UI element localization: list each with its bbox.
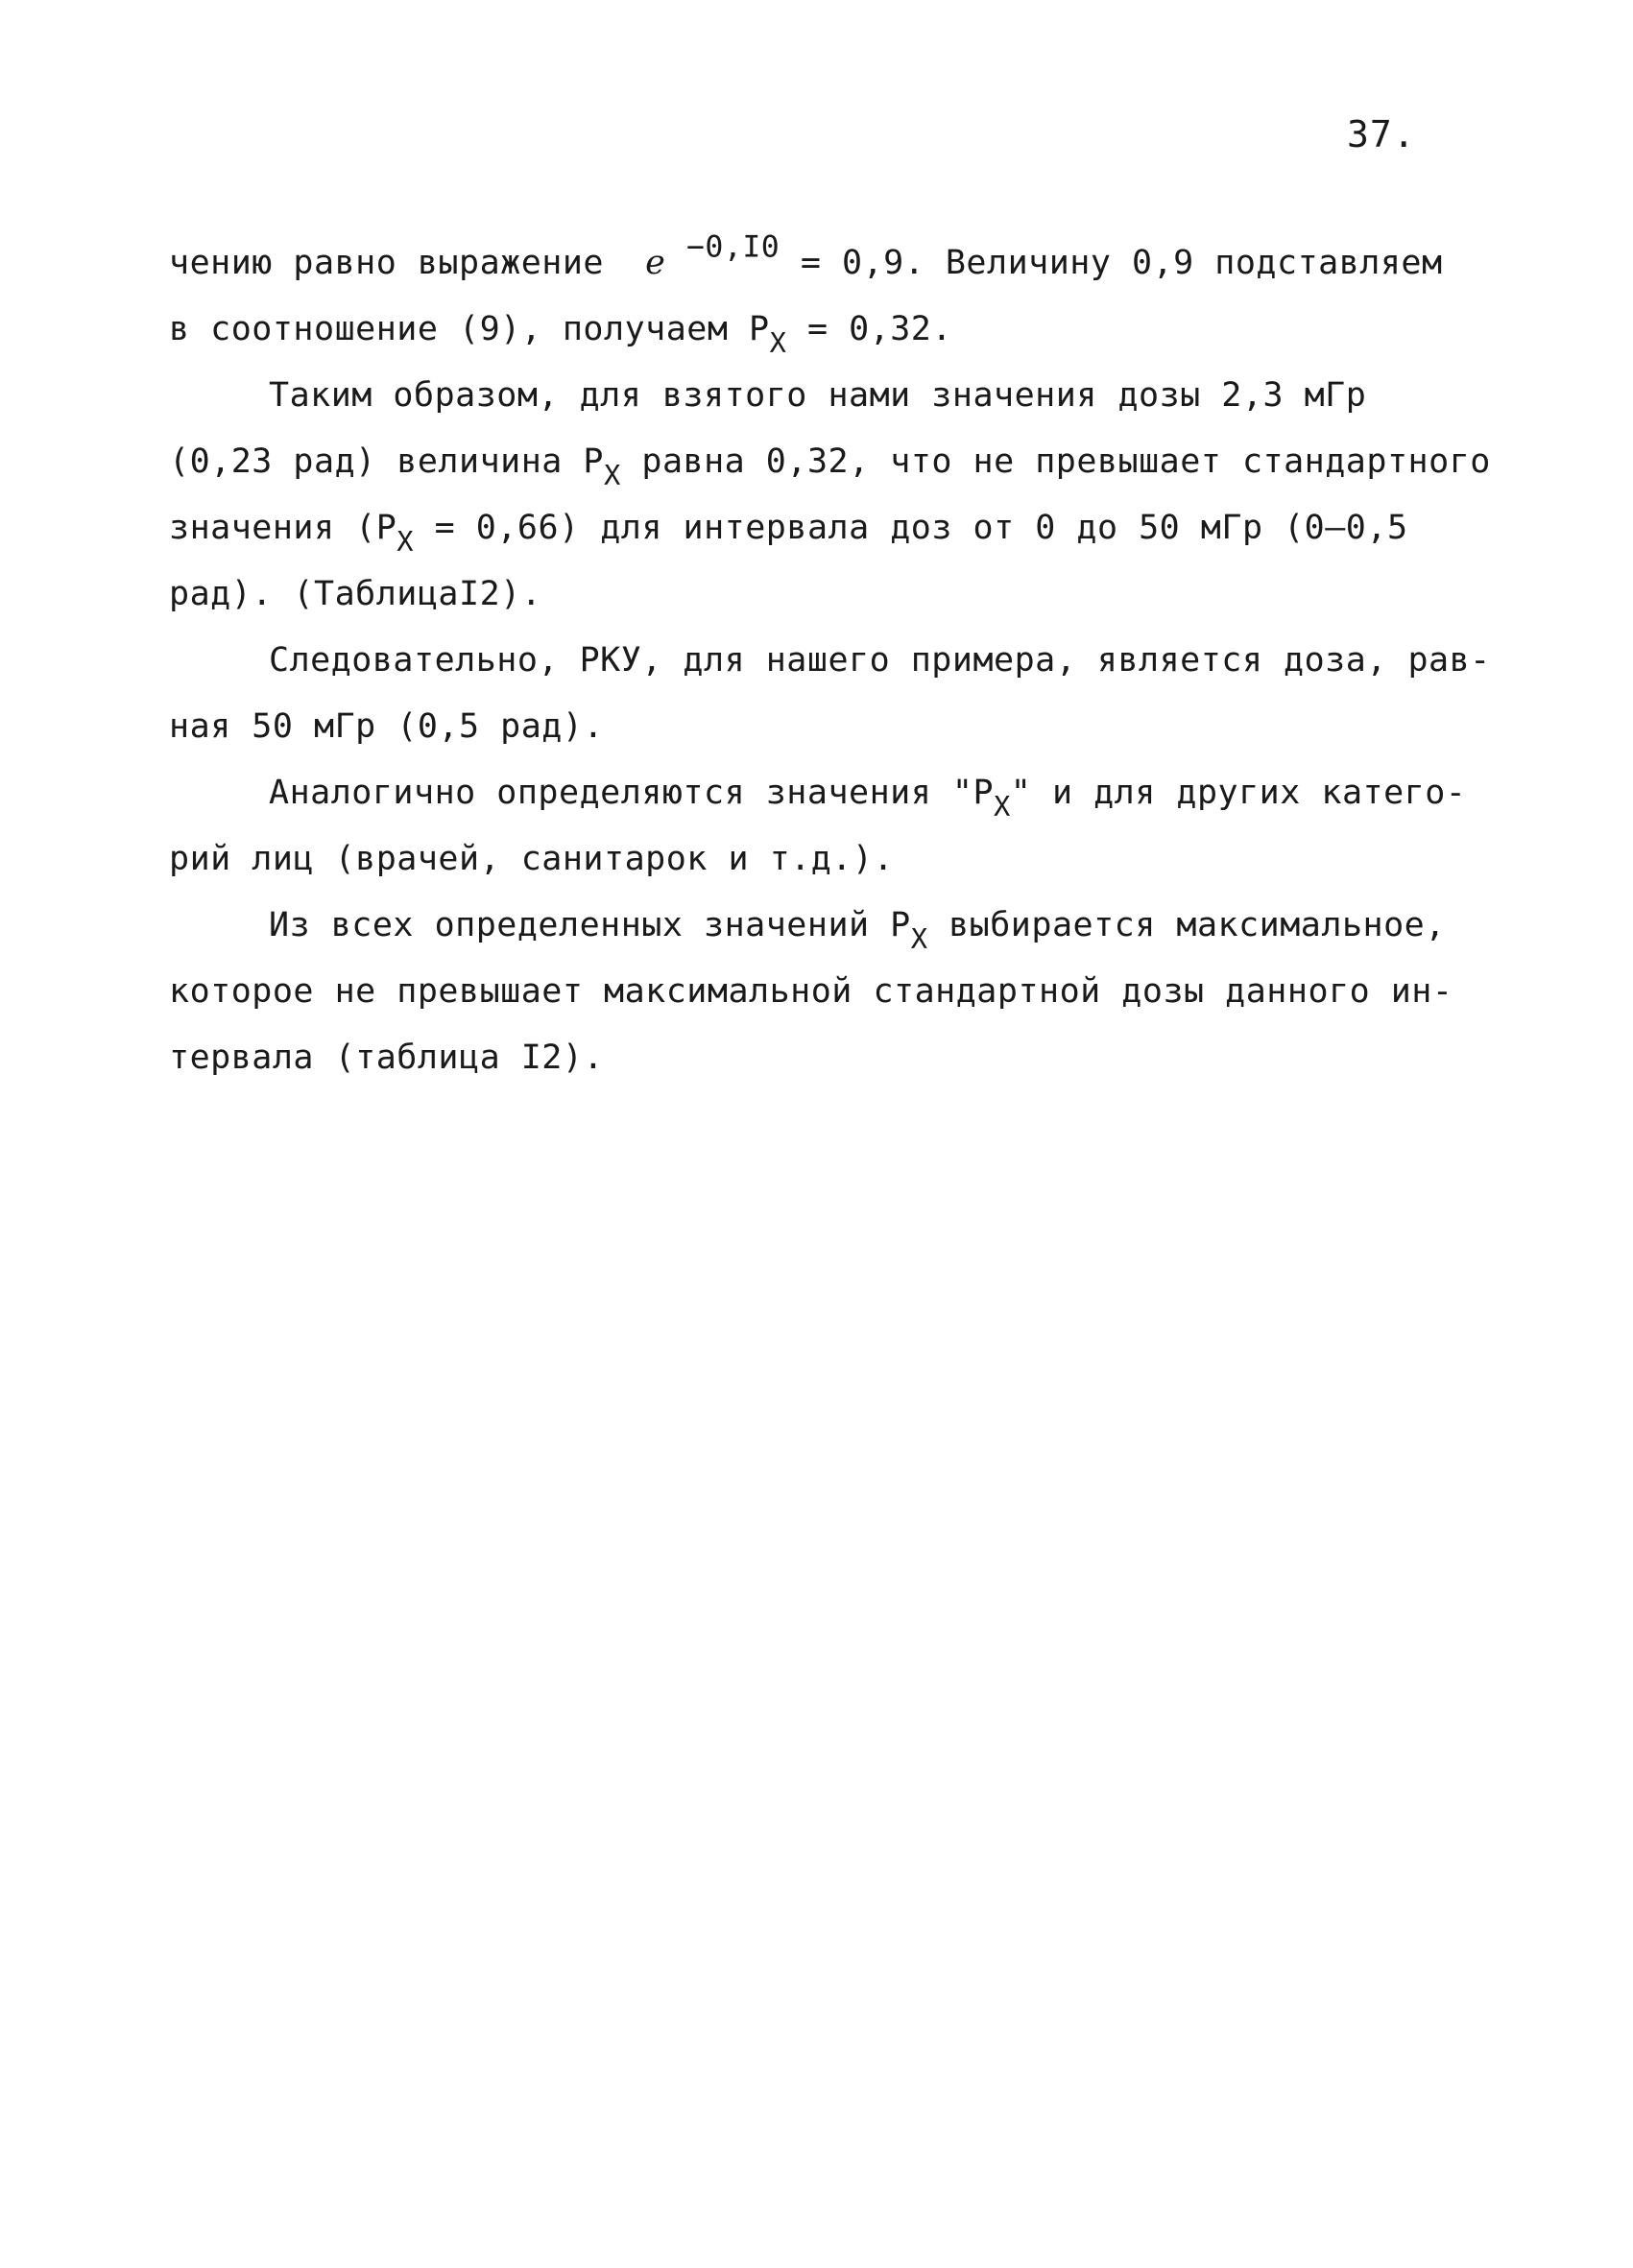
paragraph-first-line <box>169 893 1503 959</box>
text-run: чению равно выражение <box>169 244 646 282</box>
text-line <box>169 495 1503 561</box>
text-line <box>169 561 1503 628</box>
text-run: = 0,9. Величину 0,9 подставляем <box>780 244 1443 282</box>
text-line <box>169 1025 1503 1091</box>
text-run: которое не превышает максимальной стандартной дозы данного ин- <box>169 972 1453 1011</box>
body-text <box>169 230 1503 1091</box>
text-run: = 0,32. <box>786 310 952 348</box>
text-run: Таким образом, для взятого нами значения дозы 2,3 мГр <box>269 376 1367 415</box>
text-run: рад). (ТаблицаI2). <box>169 575 542 613</box>
subscript: Х <box>604 458 621 491</box>
paragraph-first-line <box>169 760 1503 826</box>
text-run: ℯ <box>645 244 686 282</box>
subscript: Х <box>910 921 928 955</box>
text-run: " и для других катего- <box>1010 774 1467 812</box>
text-run: равна 0,32, что не превышает стандартного <box>620 442 1491 481</box>
subscript: Х <box>769 325 787 359</box>
text-run: тервала (таблица I2). <box>169 1039 605 1077</box>
paragraph-first-line <box>169 628 1503 694</box>
text-run: выбирается максимальное, <box>927 906 1446 944</box>
text-run: = 0,66) для интервала доз от 0 до 50 мГр (0–0,5 <box>414 509 1408 547</box>
text-line <box>169 826 1503 893</box>
text-line <box>169 297 1503 363</box>
text-line <box>169 694 1503 760</box>
text-run: рий лиц (врачей, санитарок и т.д.). <box>169 840 895 878</box>
paragraph-first-line <box>169 363 1503 429</box>
page-number: 37. <box>1347 113 1416 155</box>
text-run: Из всех определенных значений Р <box>269 906 911 944</box>
subscript: Х <box>396 524 415 558</box>
text-run: значения (Р <box>169 509 397 547</box>
superscript: −0,I0 <box>685 229 780 265</box>
text-run: ная 50 мГр (0,5 рад). <box>169 707 605 746</box>
text-line <box>169 429 1503 495</box>
text-run: Следовательно, РКУ, для нашего примера, является доза, рав- <box>269 641 1491 680</box>
text-run: (0,23 рад) величина Р <box>169 442 605 481</box>
subscript: Х <box>994 789 1011 823</box>
text-run: в соотношение (9), получаем Р <box>169 310 770 348</box>
text-run: Аналогично определяются значения "Р <box>269 774 995 812</box>
text-line <box>169 959 1503 1025</box>
text-line <box>169 230 1503 297</box>
